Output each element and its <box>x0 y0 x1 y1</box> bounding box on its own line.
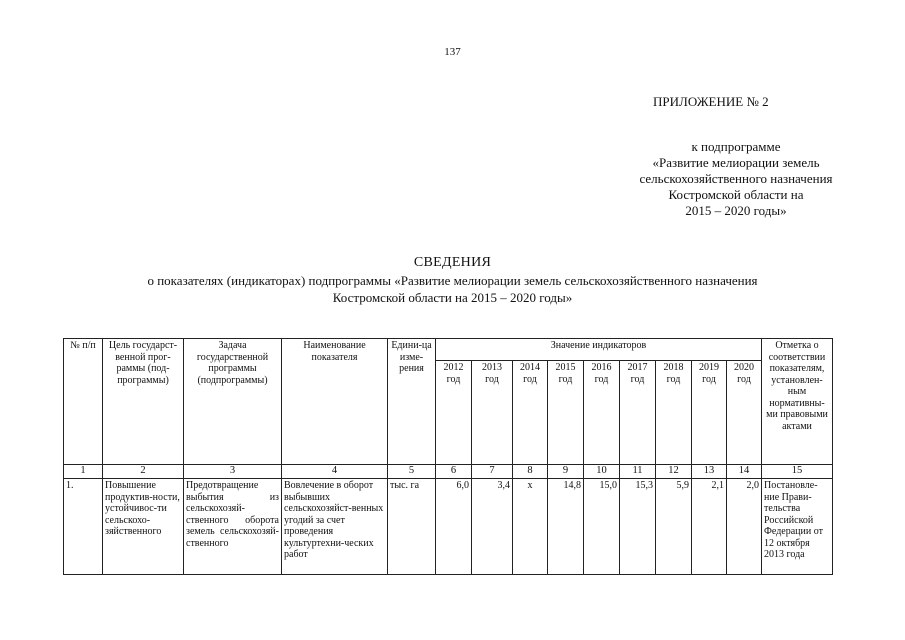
appendix-line: Костромской области на <box>668 187 804 202</box>
appendix-title: ПРИЛОЖЕНИЕ № 2 <box>653 94 769 109</box>
row-value: 3,4 <box>472 479 513 575</box>
header-goal: Цель государст-венной прог-раммы (под-программы) <box>103 339 184 465</box>
description-line: Костромской области на 2015 – 2020 годы» <box>332 290 573 305</box>
column-number: 2 <box>103 465 184 479</box>
row-value: х <box>513 479 548 575</box>
row-unit: тыс. га <box>388 479 436 575</box>
column-number: 13 <box>692 465 727 479</box>
description-line: о показателях (индикаторах) подпрограммы «Развитие мелиорации земель сельскохозяйственного назначения <box>147 273 758 288</box>
header-num: № п/п <box>64 339 103 465</box>
row-value: 5,9 <box>656 479 692 575</box>
header-year: 2017 год <box>620 361 656 465</box>
row-value: 14,8 <box>548 479 584 575</box>
column-number: 14 <box>727 465 762 479</box>
document-description <box>0 272 905 306</box>
appendix-line: 2015 – 2020 годы» <box>685 203 787 218</box>
row-value: 2,1 <box>692 479 727 575</box>
row-mark: Постановле-ние Прави-тельства Российской Федерации от 12 октября 2013 года <box>762 479 833 575</box>
table-row <box>64 479 833 575</box>
header-mark: Отметка о соответствии показателям, установлен-ным нормативны-ми правовыми актами <box>762 339 833 465</box>
document-title: СВЕДЕНИЯ <box>413 255 492 270</box>
column-number: 15 <box>762 465 833 479</box>
header-year: 2020 год <box>727 361 762 465</box>
header-task: Задача государственной программы (подпрограммы) <box>184 339 282 465</box>
header-year: 2015 год <box>548 361 584 465</box>
row-value: 2,0 <box>727 479 762 575</box>
column-number: 1 <box>64 465 103 479</box>
row-indicator: Вовлечение в оборот выбывших сельскохозяйст-венных угодий за счет проведения культуртехни-ческих работ <box>282 479 388 575</box>
column-number: 10 <box>584 465 620 479</box>
column-number: 4 <box>282 465 388 479</box>
header-year: 2019 год <box>692 361 727 465</box>
header-year: 2016 год <box>584 361 620 465</box>
appendix-line: сельскохозяйственного назначения <box>639 171 833 186</box>
column-number: 7 <box>472 465 513 479</box>
row-value: 6,0 <box>436 479 472 575</box>
header-unit: Едини-ца изме-рения <box>388 339 436 465</box>
row-task: Предотвращение выбытия из сельскохозяй-ственного оборота земель сельскохозяй-ственного <box>184 479 282 575</box>
indicators-table <box>63 338 833 575</box>
row-num: 1. <box>64 479 103 575</box>
column-number: 12 <box>656 465 692 479</box>
header-year: 2014 год <box>513 361 548 465</box>
column-number: 8 <box>513 465 548 479</box>
header-values-group: Значение индикаторов <box>436 339 762 361</box>
page-number: 137 <box>444 46 461 58</box>
row-value: 15,3 <box>620 479 656 575</box>
row-value: 15,0 <box>584 479 620 575</box>
appendix-line: «Развитие мелиорации земель <box>652 155 820 170</box>
column-number: 6 <box>436 465 472 479</box>
column-number: 3 <box>184 465 282 479</box>
header-year: 2013 год <box>472 361 513 465</box>
header-year: 2018 год <box>656 361 692 465</box>
column-number: 11 <box>620 465 656 479</box>
appendix-subtitle <box>605 139 867 219</box>
header-indicator: Наименование показателя <box>282 339 388 465</box>
column-number: 5 <box>388 465 436 479</box>
row-goal: Повышение продуктив-ности, устойчивос-ти сельскохо-зяйственного <box>103 479 184 575</box>
header-year: 2012 год <box>436 361 472 465</box>
column-number: 9 <box>548 465 584 479</box>
appendix-line: к подпрограмме <box>691 139 781 154</box>
